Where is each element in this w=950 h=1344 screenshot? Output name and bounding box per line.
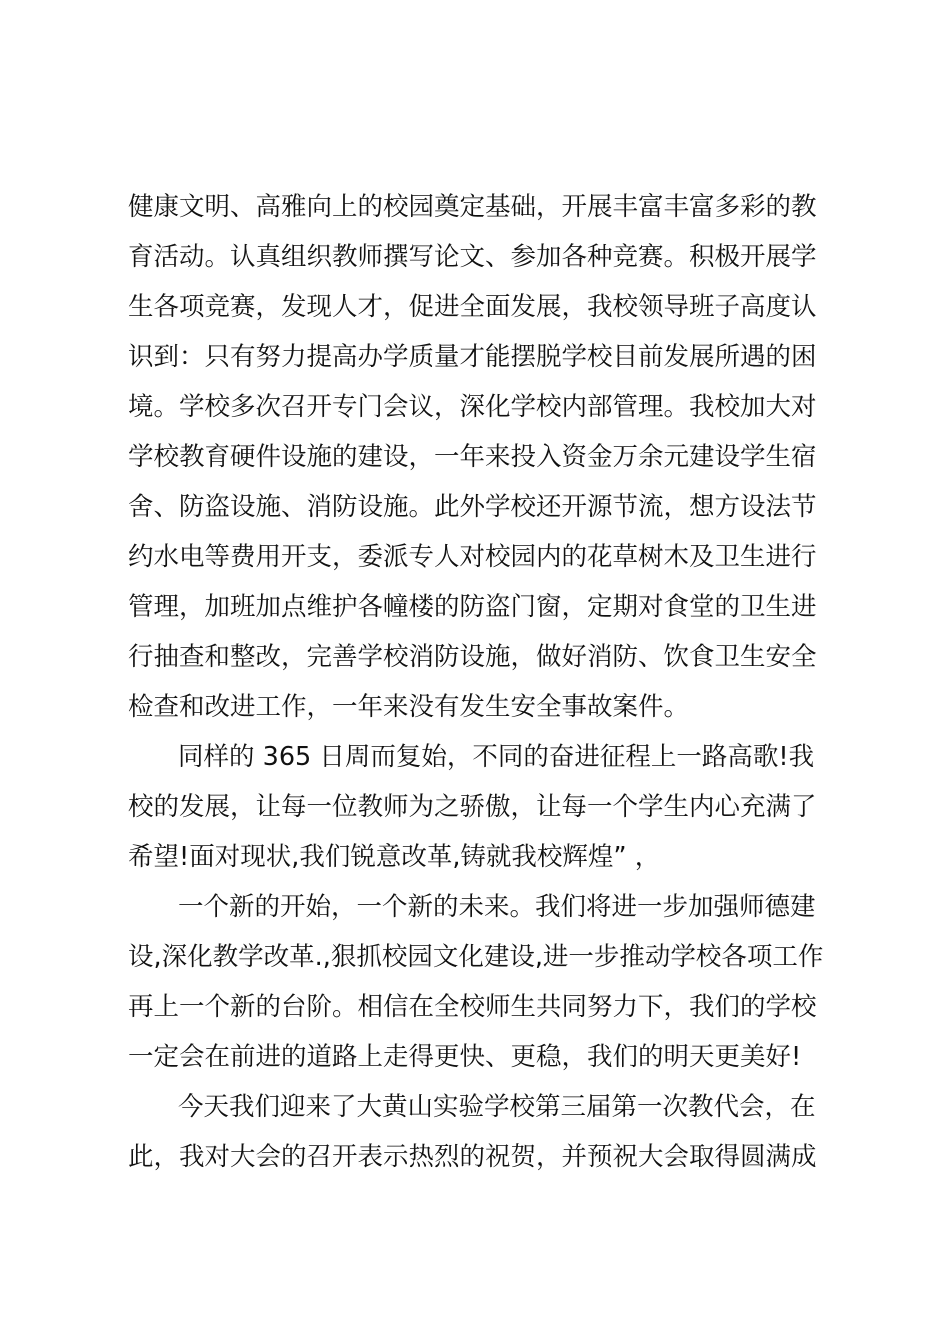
text-line: 舍、防盗设施、消防设施。此外学校还开源节流，想方设法节 bbox=[128, 492, 817, 522]
text-line: 校的发展，让每一位教师为之骄傲，让每一个学生内心充满了 bbox=[128, 792, 817, 822]
text-line: 希望!面对现状,我们锐意改革,铸就我校辉煌” ， bbox=[128, 842, 661, 872]
text-line: 学校教育硬件设施的建设，一年来投入资金万余元建设学生宿 bbox=[128, 442, 817, 472]
text-line: 境。学校多次召开专门会议，深化学校内部管理。我校加大对 bbox=[128, 392, 817, 422]
text-line: 行抽查和整改，完善学校消防设施，做好消防、饮食卫生安全 bbox=[128, 642, 817, 672]
text-line: 育活动。认真组织教师撰写论文、参加各种竞赛。积极开展学 bbox=[128, 242, 817, 272]
text-line: 检查和改进工作，一年来没有发生安全事故案件。 bbox=[128, 692, 690, 722]
text-line: 一定会在前进的道路上走得更快、更稳，我们的明天更美好! bbox=[128, 1042, 802, 1072]
text-line: 识到：只有努力提高办学质量才能摆脱学校目前发展所遇的困 bbox=[128, 342, 817, 372]
text-line: 生各项竞赛，发现人才，促进全面发展，我校领导班子高度认 bbox=[128, 292, 817, 322]
text-line: 约水电等费用开支，委派专人对校园内的花草树木及卫生进行 bbox=[128, 542, 817, 572]
text-line: 设,深化教学改革.,狠抓校园文化建设,进一步推动学校各项工作 bbox=[128, 942, 824, 972]
text-line: 健康文明、高雅向上的校园奠定基础，开展丰富丰富多彩的教 bbox=[128, 192, 817, 222]
paragraph-start-line: 一个新的开始，一个新的未来。我们将进一步加强师德建 bbox=[178, 892, 816, 922]
text-line: 再上一个新的台阶。相信在全校师生共同努力下，我们的学校 bbox=[128, 992, 817, 1022]
text-line: 管理，加班加点维护各幢楼的防盗门窗，定期对食堂的卫生进 bbox=[128, 592, 817, 622]
paragraph-start-line: 同样的 365 日周而复始，不同的奋进征程上一路高歌!我 bbox=[178, 742, 815, 772]
body-text bbox=[128, 182, 838, 1182]
paragraph-start-line: 今天我们迎来了大黄山实验学校第三届第一次教代会，在 bbox=[178, 1092, 816, 1122]
text-line: 此，我对大会的召开表示热烈的祝贺，并预祝大会取得圆满成 bbox=[128, 1142, 817, 1172]
